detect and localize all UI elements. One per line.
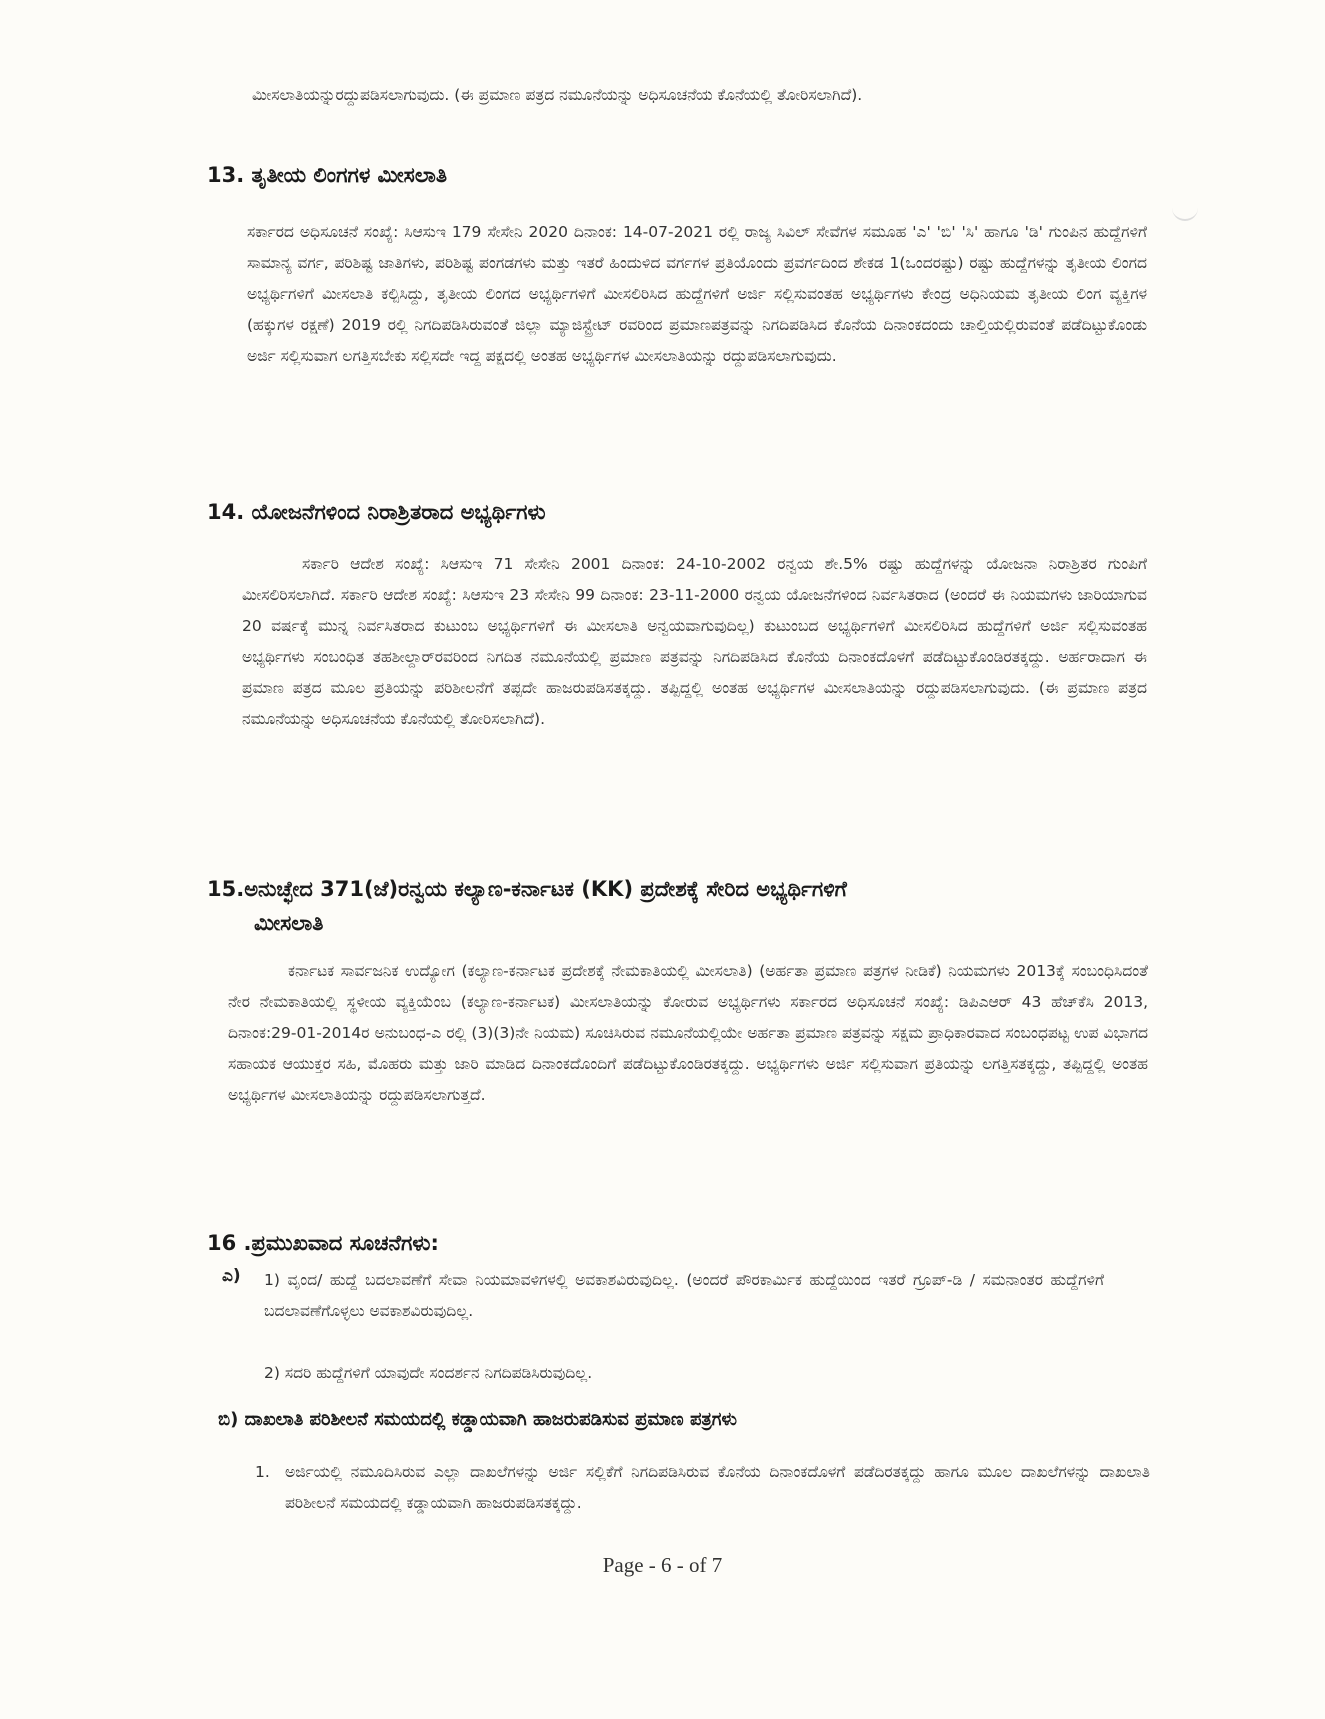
scan-artifact (1172, 205, 1198, 221)
section-15-heading-cont: ಮೀಸಲಾತಿ (254, 911, 324, 935)
list-marker-a: ಎ) (222, 1266, 241, 1286)
page-number: Page - 6 - of 7 (602, 1553, 723, 1577)
instruction-a1: 1) ವೃಂದ/ ಹುದ್ದೆ ಬದಲಾವಣೆಗೆ ಸೇವಾ ನಿಯಮಾವಳಿಗಳಲ್ಲಿ ಅವಕಾಶವಿರುವುದಿಲ್ಲ. (ಅಂದರೆ ಪೌರಕಾರ್ಮಿಕ ಹುದ್ದೆಯಿಂದ ಇತರೆ ಗ್ರೂಪ್-ಡಿ / ಸಮನಾಂತರ ಹುದ್ದೆಗಳಿಗೆ ಬದಲಾವಣೆಗೊಳ್ಳಲು ಅವಕಾಶವಿರುವುದಿಲ್ಲ. (264, 1271, 1104, 1320)
section-14-body: ಸರ್ಕಾರಿ ಆದೇಶ ಸಂಖ್ಯೆ: ಸಿಆಸುಇ 71 ಸೇಸೇನಿ 2001 ದಿನಾಂಕ: 24-10-2002 ರನ್ವಯ ಶೇ.5% ರಷ್ಟು ಹುದ್ದೆಗಳನ್ನು ಯೋಜನಾ ನಿರಾಶ್ರಿತರ ಗುಂಪಿಗೆ ಮೀಸಲಿರಿಸಲಾಗಿದೆ. ಸರ್ಕಾರಿ ಆದೇಶ ಸಂಖ್ಯೆ: ಸಿಆಸುಇ 23 ಸೇಸೇನಿ 99 ದಿನಾಂಕ: 23-11-2000 ರನ್ವಯ ಯೋಜನೆಗಳಿಂದ ನಿರ್ವಸಿತರಾದ (ಅಂದರೆ ಈ ನಿಯಮಗಳು ಜಾರಿಯಾಗುವ 20 ವರ್ಷಕ್ಕೆ ಮುನ್ನ ನಿರ್ವಸಿತರಾದ ಕುಟುಂಬ ಅಭ್ಯರ್ಥಿಗಳಿಗೆ ಈ ಮೀಸಲಾತಿ ಅನ್ವಯವಾಗುವುದಿಲ್ಲ) ಕುಟುಂಬದ ಅಭ್ಯರ್ಥಿಗಳಿಗೆ ಮೀಸಲಿರಿಸಿದ ಹುದ್ದೆಗಳಿಗೆ ಅರ್ಜಿ ಸಲ್ಲಿಸುವಂತಹ ಅಭ್ಯರ್ಥಿಗಳು ಸಂಬಂಧಿತ ತಹಶೀಲ್ದಾರ್‌ರವರಿಂದ ನಿಗದಿತ ನಮೂನೆಯಲ್ಲಿ ಪ್ರಮಾಣ ಪತ್ರವನ್ನು ನಿಗದಿಪಡಿಸಿದ ಕೊನೆಯ ದಿನಾಂಕದೊಳಗೆ ಪಡೆದಿಟ್ಟುಕೊಂಡಿರತಕ್ಕದ್ದು. ಅರ್ಹರಾದಾಗ ಈ ಪ್ರಮಾಣ ಪತ್ರದ ಮೂಲ ಪ್ರತಿಯನ್ನು ಪರಿಶೀಲನೆಗೆ ತಪ್ಪದೇ ಹಾಜರುಪಡಿಸತಕ್ಕದ್ದು. ತಪ್ಪಿದ್ದಲ್ಲಿ ಅಂತಹ ಅಭ್ಯರ್ಥಿಗಳ ಮೀಸಲಾತಿಯನ್ನು ರದ್ದುಪಡಿಸಲಾಗುವುದು. (ಈ ಪ್ರಮಾಣ ಪತ್ರದ ನಮೂನೆಯನ್ನು ಅಧಿಸೂಚನೆಯ ಕೊನೆಯಲ್ಲಿ ತೋರಿಸಲಾಗಿದೆ). (242, 555, 1147, 728)
instruction-b1: ಅರ್ಜಿಯಲ್ಲಿ ನಮೂದಿಸಿರುವ ಎಲ್ಲಾ ದಾಖಲೆಗಳನ್ನು ಅರ್ಜಿ ಸಲ್ಲಿಕೆಗೆ ನಿಗದಿಪಡಿಸಿರುವ ಕೊನೆಯ ದಿನಾಂಕದೊಳಗೆ ಪಡೆದಿರತಕ್ಕದ್ದು ಹಾಗೂ ಮೂಲ ದಾಖಲೆಗಳನ್ನು ದಾಖಲಾತಿ ಪರಿಶೀಲನೆ ಸಮಯದಲ್ಲಿ ಕಡ್ಡಾಯವಾಗಿ ಹಾಜರುಪಡಿಸತಕ್ಕದ್ದು. (285, 1463, 1150, 1512)
section-15-heading: 15.ಅನುಚ್ಛೇದ 371(ಜೆ)ರನ್ವಯ ಕಲ್ಯಾಣ-ಕರ್ನಾಟಕ (KK) ಪ್ರದೇಶಕ್ಕೆ ಸೇರಿದ ಅಭ್ಯರ್ಥಿಗಳಿಗೆ (207, 877, 847, 901)
continuation-paragraph: ಮೀಸಲಾತಿಯನ್ನುರದ್ದುಪಡಿಸಲಾಗುವುದು. (ಈ ಪ್ರಮಾಣ ಪತ್ರದ ನಮೂನೆಯನ್ನು ಅಧಿಸೂಚನೆಯ ಕೊನೆಯಲ್ಲಿ ತೋರಿಸಲಾಗಿದೆ). (252, 86, 863, 104)
section-14-heading: 14. ಯೋಜನೆಗಳಿಂದ ನಿರಾಶ್ರಿತರಾದ ಅಭ್ಯರ್ಥಿಗಳು (207, 500, 546, 524)
instruction-a2: 2) ಸದರಿ ಹುದ್ದೆಗಳಿಗೆ ಯಾವುದೇ ಸಂದರ್ಶನ ನಿಗದಿಪಡಿಸಿರುವುದಿಲ್ಲ. (264, 1364, 593, 1382)
subsection-b-heading: ಬಿ) ದಾಖಲಾತಿ ಪರಿಶೀಲನೆ ಸಮಯದಲ್ಲಿ ಕಡ್ಡಾಯವಾಗಿ ಹಾಜರುಪಡಿಸುವ ಪ್ರಮಾಣ ಪತ್ರಗಳು (218, 1409, 738, 1430)
list-marker-b1: 1. (255, 1463, 270, 1481)
section-13-body: ಸರ್ಕಾರದ ಅಧಿಸೂಚನೆ ಸಂಖ್ಯೆ: ಸಿಆಸುಇ 179 ಸೇಸೇನಿ 2020 ದಿನಾಂಕ: 14-07-2021 ರಲ್ಲಿ ರಾಜ್ಯ ಸಿವಿಲ್ ಸೇವೆಗಳ ಸಮೂಹ 'ಎ' 'ಬಿ' 'ಸಿ' ಹಾಗೂ 'ಡಿ' ಗುಂಪಿನ ಹುದ್ದೆಗಳಿಗೆ ಸಾಮಾನ್ಯ ವರ್ಗ, ಪರಿಶಿಷ್ಟ ಜಾತಿಗಳು, ಪರಿಶಿಷ್ಟ ಪಂಗಡಗಳು ಮತ್ತು ಇತರೆ ಹಿಂದುಳಿದ ವರ್ಗಗಳ ಪ್ರತಿಯೊಂದು ಪ್ರವರ್ಗದಿಂದ ಶೇಕಡ 1(ಒಂದರಷ್ಟು) ರಷ್ಟು ಹುದ್ದೆಗಳನ್ನು ತೃತೀಯ ಲಿಂಗದ ಅಭ್ಯರ್ಥಿಗಳಿಗೆ ಮೀಸಲಾತಿ ಕಲ್ಪಿಸಿದ್ದು, ತೃತೀಯ ಲಿಂಗದ ಅಭ್ಯರ್ಥಿಗಳಿಗೆ ಮೀಸಲಿರಿಸಿದ ಹುದ್ದೆಗಳಿಗೆ ಅರ್ಜಿ ಸಲ್ಲಿಸುವಂತಹ ಅಭ್ಯರ್ಥಿಗಳು ಕೇಂದ್ರ ಅಧಿನಿಯಮ ತೃತೀಯ ಲಿಂಗ ವ್ಯಕ್ತಿಗಳ (ಹಕ್ಕುಗಳ ರಕ್ಷಣೆ) 2019 ರಲ್ಲಿ ನಿಗದಿಪಡಿಸಿರುವಂತೆ ಜಿಲ್ಲಾ ಮ್ಯಾಜಿಸ್ಟ್ರೇಟ್ ರವರಿಂದ ಪ್ರಮಾಣಪತ್ರವನ್ನು ನಿಗದಿಪಡಿಸಿದ ಕೊನೆಯ ದಿನಾಂಕದಂದು ಚಾಲ್ತಿಯಲ್ಲಿರುವಂತೆ ಪಡೆದಿಟ್ಟುಕೊಂಡು ಅರ್ಜಿ ಸಲ್ಲಿಸುವಾಗ ಲಗತ್ತಿಸಬೇಕು ಸಲ್ಲಿಸದೇ ಇದ್ದ ಪಕ್ಷದಲ್ಲಿ ಅಂತಹ ಅಭ್ಯರ್ಥಿಗಳ ಮೀಸಲಾತಿಯನ್ನು ರದ್ದುಪಡಿಸಲಾಗುವುದು. (247, 223, 1147, 365)
section-15-body: ಕರ್ನಾಟಕ ಸಾರ್ವಜನಿಕ ಉದ್ಯೋಗ (ಕಲ್ಯಾಣ-ಕರ್ನಾಟಕ ಪ್ರದೇಶಕ್ಕೆ ನೇಮಕಾತಿಯಲ್ಲಿ ಮೀಸಲಾತಿ) (ಅರ್ಹತಾ ಪ್ರಮಾಣ ಪತ್ರಗಳ ನೀಡಿಕೆ) ನಿಯಮಗಳು 2013ಕ್ಕೆ ಸಂಬಂಧಿಸಿದಂತೆ ನೇರ ನೇಮಕಾತಿಯಲ್ಲಿ ಸ್ಥಳೀಯ ವ್ಯಕ್ತಿಯೆಂಬ (ಕಲ್ಯಾಣ-ಕರ್ನಾಟಕ) ಮೀಸಲಾತಿಯನ್ನು ಕೋರುವ ಅಭ್ಯರ್ಥಿಗಳು ಸರ್ಕಾರದ ಅಧಿಸೂಚನೆ ಸಂಖ್ಯೆ: ಡಿಪಿಎಆರ್ 43 ಹೆಚ್‌ಕೆಸಿ 2013, ದಿನಾಂಕ:29-01-2014ರ ಅನುಬಂಧ-ಎ ರಲ್ಲಿ (3)(3)ನೇ ನಿಯಮ) ಸೂಚಿಸಿರುವ ನಮೂನೆಯಲ್ಲಿಯೇ ಅರ್ಹತಾ ಪ್ರಮಾಣ ಪತ್ರವನ್ನು ಸಕ್ಷಮ ಪ್ರಾಧಿಕಾರವಾದ ಸಂಬಂಧಪಟ್ಟ ಉಪ ವಿಭಾಗದ ಸಹಾಯಕ ಆಯುಕ್ತರ ಸಹಿ, ಮೊಹರು ಮತ್ತು ಜಾರಿ ಮಾಡಿದ ದಿನಾಂಕದೊಂದಿಗೆ ಪಡೆದಿಟ್ಟುಕೊಂಡಿರತಕ್ಕದ್ದು. ಅಭ್ಯರ್ಥಿಗಳು ಅರ್ಜಿ ಸಲ್ಲಿಸುವಾಗ ಪ್ರತಿಯನ್ನು ಲಗತ್ತಿಸತಕ್ಕದ್ದು, ತಪ್ಪಿದ್ದಲ್ಲಿ ಅಂತಹ ಅಭ್ಯರ್ಥಿಗಳ ಮೀಸಲಾತಿಯನ್ನು ರದ್ದುಪಡಿಸಲಾಗುತ್ತದೆ. (228, 962, 1148, 1104)
section-13-heading: 13. ತೃತೀಯ ಲಿಂಗಗಳ ಮೀಸಲಾತಿ (207, 163, 447, 187)
section-16-heading: 16 .ಪ್ರಮುಖವಾದ ಸೂಚನೆಗಳು: (207, 1231, 439, 1255)
